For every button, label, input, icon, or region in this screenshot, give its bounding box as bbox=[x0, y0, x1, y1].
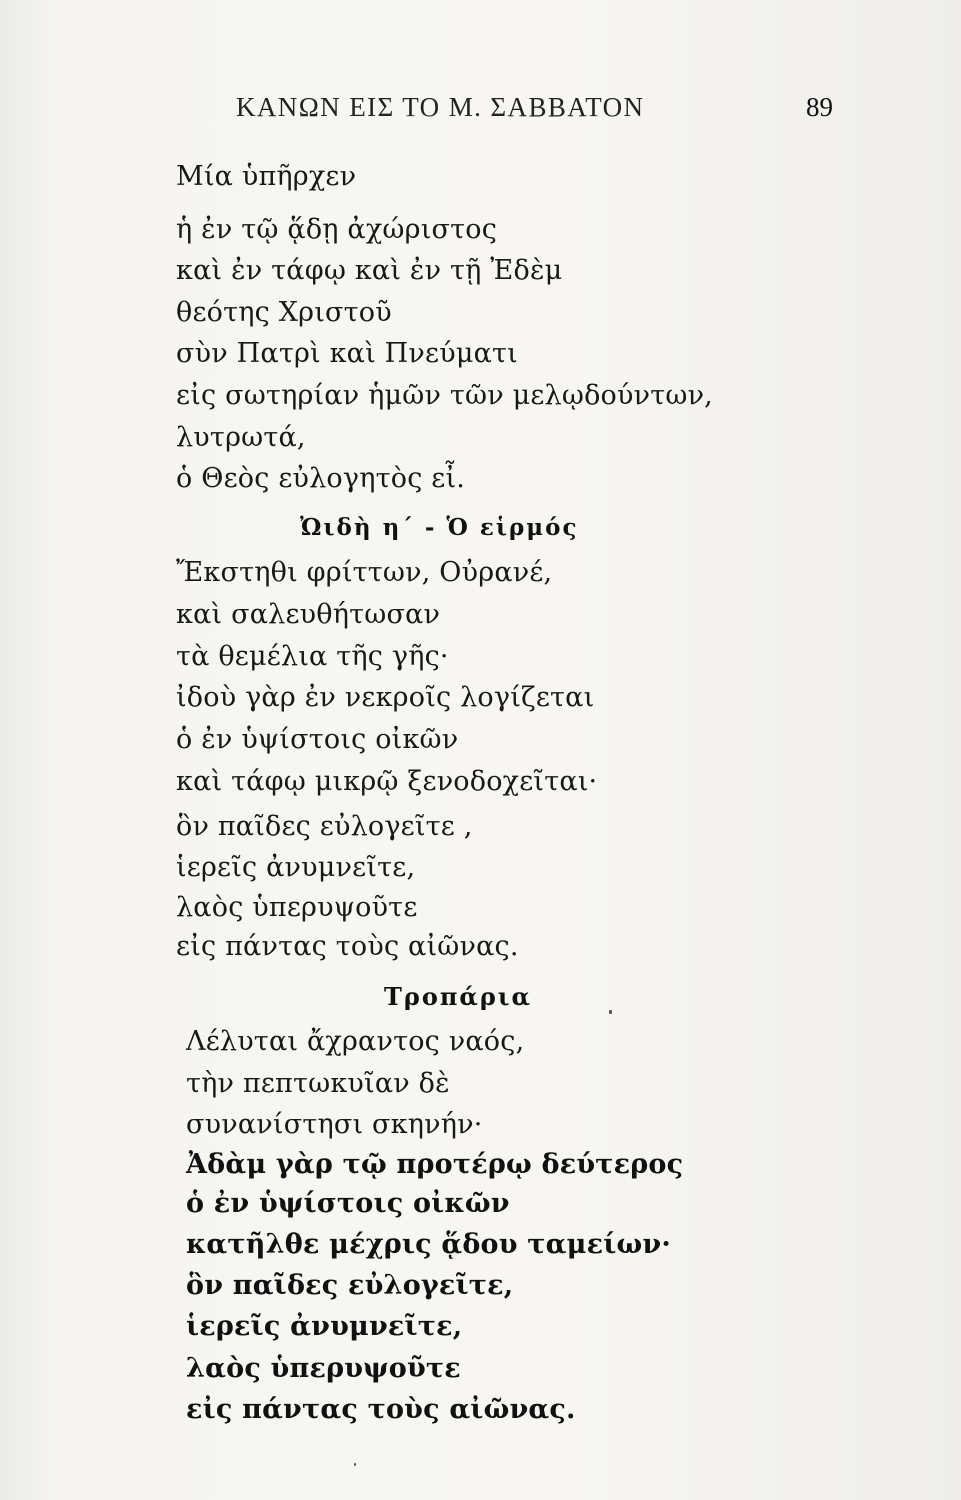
verse-line: εἰς σωτηρίαν ἡμῶν τῶν μελῳδούντων, bbox=[176, 380, 713, 411]
verse-line: συνανίστησι σκηνήν· bbox=[186, 1109, 483, 1140]
verse-line: Ἔκστηθι φρίττων, Οὐρανέ, bbox=[176, 557, 553, 588]
troparia-heading: Τροπάρια bbox=[384, 982, 532, 1011]
verse-line: κατῆλθε μέχρις ᾅδου ταμείων· bbox=[186, 1229, 671, 1260]
verse-line: ὁ ἐν ὑψίστοις οἰκῶν bbox=[186, 1188, 510, 1219]
verse-line: Λέλυται ἄχραντος ναός, bbox=[186, 1026, 525, 1057]
verse-line: ἰδοὺ γὰρ ἐν νεκροῖς λογίζεται bbox=[176, 682, 595, 713]
verse-line: ἱερεῖς ἀνυμνεῖτε, bbox=[176, 852, 416, 883]
verse-line: λαὸς ὑπερυψοῦτε bbox=[186, 1353, 461, 1384]
verse-line: τὰ θεμέλια τῆς γῆς· bbox=[176, 641, 449, 672]
verse-line: ἡ ἐν τῷ ᾅδῃ ἀχώριστος bbox=[176, 214, 498, 245]
verse-line: λυτρωτά, bbox=[176, 422, 306, 453]
verse-line: Μία ὑπῆρχεν bbox=[176, 161, 357, 192]
verse-line: σὺν Πατρὶ καὶ Πνεύματι bbox=[176, 338, 518, 369]
verse-line: καὶ ἐν τάφῳ καὶ ἐν τῇ Ἐδὲμ bbox=[176, 255, 563, 286]
verse-line: Ἀδὰμ γὰρ τῷ προτέρῳ δεύτερος bbox=[186, 1149, 684, 1180]
verse-line: ὁ Θεὸς εὐλογητὸς εἶ. bbox=[176, 463, 466, 494]
verse-line: εἰς πάντας τοὺς αἰῶνας. bbox=[186, 1394, 576, 1425]
page-number: 89 bbox=[806, 92, 833, 122]
print-speck bbox=[354, 1463, 356, 1466]
verse-line: καὶ σαλευθήτωσαν bbox=[176, 599, 441, 630]
verse-line: ὃν παῖδες εὐλογεῖτε , bbox=[176, 811, 473, 842]
running-title: ΚΑΝΩΝ ΕΙΣ ΤΟ Μ. ΣΑΒΒΑΤΟΝ bbox=[236, 92, 645, 122]
verse-line: θεότης Χριστοῦ bbox=[176, 297, 392, 328]
page-header bbox=[0, 92, 961, 132]
verse-line: καὶ τάφῳ μικρῷ ξενοδοχεῖται· bbox=[176, 766, 598, 797]
print-speck bbox=[609, 1010, 612, 1014]
verse-line: ἱερεῖς ἀνυμνεῖτε, bbox=[186, 1311, 463, 1342]
verse-line: εἰς πάντας τοὺς αἰῶνας. bbox=[176, 931, 519, 962]
ode-heading: Ὠιδὴ η´ - Ὁ εἱρμός bbox=[300, 514, 579, 541]
verse-line: λαὸς ὑπερυψοῦτε bbox=[176, 892, 418, 923]
verse-line: ὃν παῖδες εὐλογεῖτε, bbox=[186, 1270, 514, 1301]
verse-line: τὴν πεπτωκυῖαν δὲ bbox=[186, 1068, 450, 1099]
verse-line: ὁ ἐν ὑψίστοις οἰκῶν bbox=[176, 724, 459, 755]
